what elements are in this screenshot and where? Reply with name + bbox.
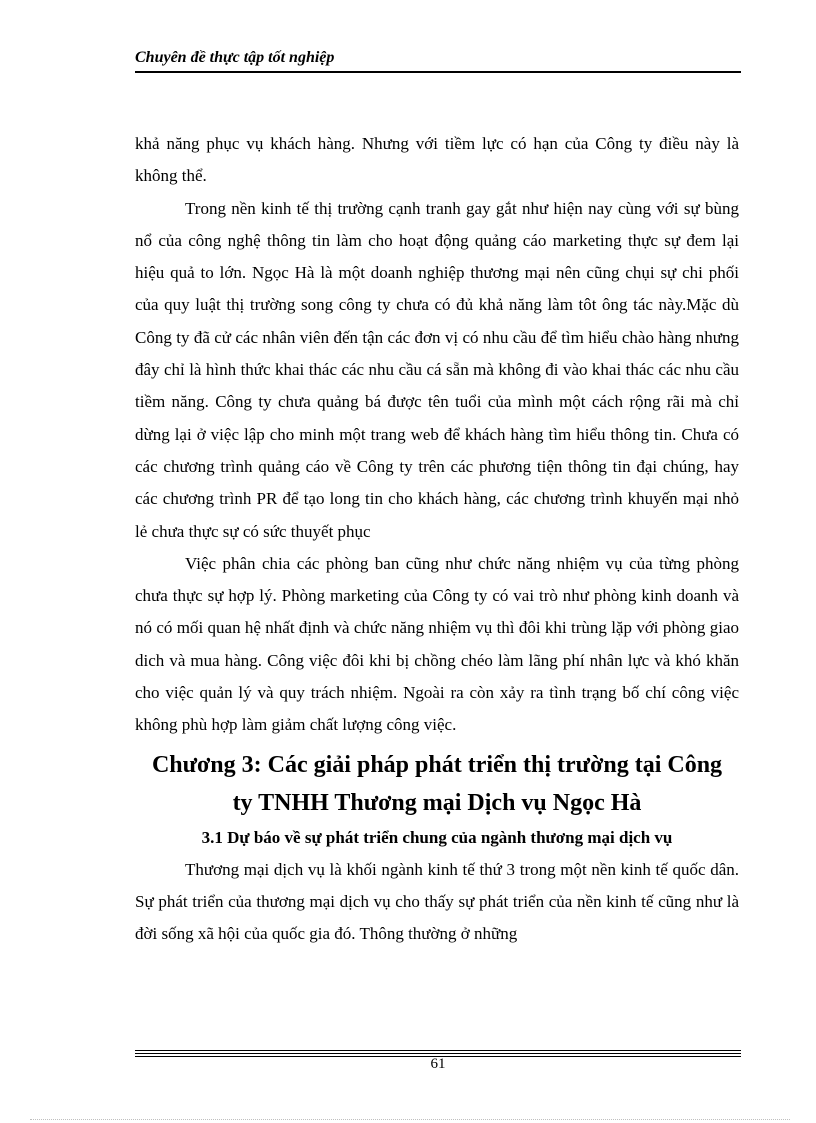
chapter-title: Chương 3: Các giải pháp phát triển thị trường tại Công ty TNHH Thương mại Dịch vụ Ngọc Hà [151,751,723,816]
footer-rule [135,1050,741,1051]
section-title: 3.1 Dự báo về sự phát triển chung của ngành thương mại dịch vụ [201,827,673,847]
page-number: 61 [430,1056,446,1072]
document-body [135,128,739,951]
page-bottom-border [30,1119,790,1120]
paragraph-continuation: khả năng phục vụ khách hàng. Nhưng với tiềm lực có hạn của Công ty điều này là không thể. [135,134,739,186]
paragraph-marketing: Trong nền kinh tế thị trường cạnh tranh gay gắt như hiện nay cùng với sự bùng nổ của công nghệ thông tin làm cho hoạt động quảng cáo marketing thực sự đem lại hiệu quả to lớn. Ngọc Hà là một doanh nghiệp thương mại nên cũng chụi sự chi phối của quy luật thị trường song công ty chưa có đủ khả năng làm tôt ông tác này.Mặc dù Công ty đã cử các nhân viên đến tận các đơn vị có nhu cầu để tìm hiểu chào hàng nhưng đây chỉ là hình thức khai thác các nhu cầu cá sẵn mà không đi vào khai thác các nhu cầu tiềm năng. Công ty chưa quảng bá được tên tuổi của mình một cách rộng rãi mà chỉ dừng lại ở việc lập cho minh một trang web để khách hàng tìm hiểu thông tin. Chưa có các chương trình quảng cáo về Công ty trên các phương tiện thông tin đại chúng, hay các chương trình PR để tạo long tin cho khách hàng, các chương trình khuyến mại nhỏ lẻ chưa thực sự có sức thuyết phục [135,198,739,541]
page-header [135,49,741,73]
header-rule [135,71,741,73]
paragraph-forecast: Thương mại dịch vụ là khối ngành kinh tế thứ 3 trong một nền kinh tế quốc dân. Sự phát triển của thương mại dịch vụ cho thấy sự phát triển của nền kinh tế cũng như là đời sống xã hội của quốc gia đó. Thông thường ở những [135,859,739,944]
header-title: Chuyên đề thực tập tốt nghiệp [135,49,335,66]
paragraph-departments: Việc phân chia các phòng ban cũng như chức năng nhiệm vụ của từng phòng chưa thực sự hợp lý. Phòng marketing của Công ty có vai trò như phòng kinh doanh và nó có mối quan hệ nhất định và chức năng nhiệm vụ thì đôi khi trùng lặp với phòng giao dich và mua hàng. Công việc đôi khi bị chồng chéo làm lãng phí nhân lực và khó khăn cho việc quản lý và quy trách nhiệm. Ngoài ra còn xảy ra tình trạng bố chí công việc không phù hợp làm giảm chất lượng công việc. [135,553,739,735]
